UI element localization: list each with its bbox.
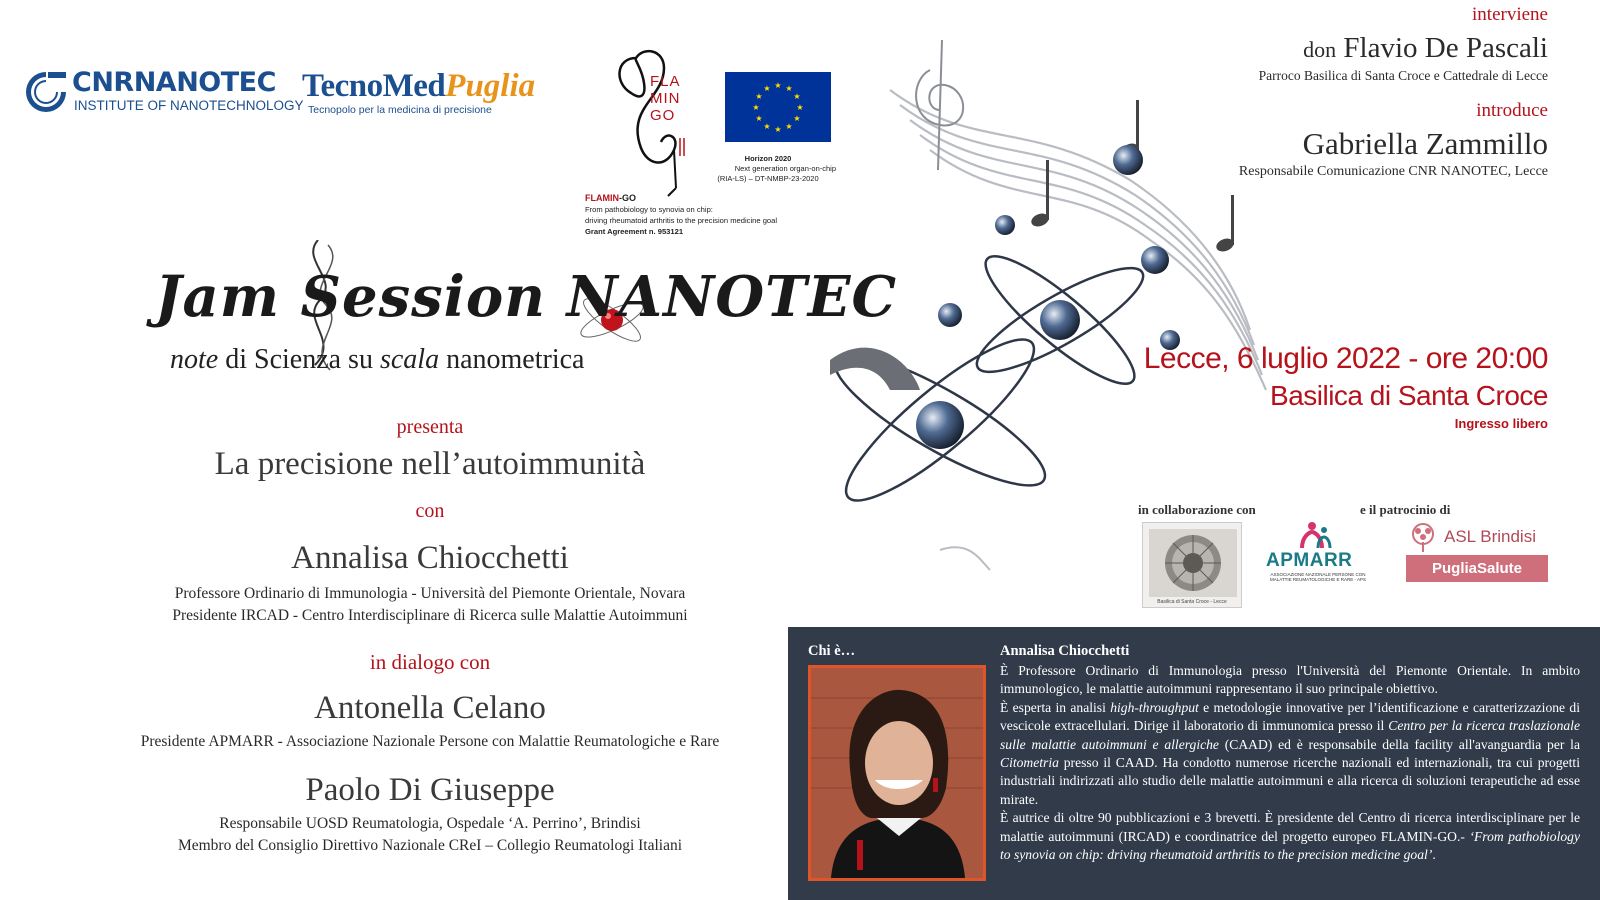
svg-text:★: ★: [793, 92, 801, 101]
in-dialogo-label: in dialogo con: [369, 650, 491, 674]
jam-session-title: Jam Session NANOTEC: [155, 264, 898, 330]
flamingo-description: FLAMIN-GO From pathobiology to synovia on chip: driving rheumatoid arthritis to the precision medicine goal Grant Agreement n. 953121: [585, 193, 778, 236]
svg-text:★: ★: [774, 125, 782, 134]
speaker1-name: Annalisa Chiocchetti: [291, 540, 569, 576]
con-label: con: [415, 500, 445, 522]
bio-panel: [788, 627, 1600, 900]
horizon-info: Horizon 2020 Next generation organ-on-chip (RIA-LS) – DT-NMBP-23-2020: [717, 154, 836, 183]
cnr-mark-icon: [22, 68, 70, 112]
tecnomed-wordmark: TecnoMedPuglia: [302, 68, 536, 104]
speaker2-name: Antonella Celano: [314, 690, 546, 726]
asl-brindisi-logo: [1406, 522, 1548, 582]
event-place: Basilica di Santa Croce: [1270, 380, 1548, 411]
svg-text:★: ★: [785, 84, 793, 93]
event-date: Lecce, 6 luglio 2022 - ore 20:00: [1143, 342, 1548, 375]
interviene-label: interviene: [1472, 4, 1548, 25]
speaker3-role: Responsabile UOSD Reumatologia, Ospedale ‘A. Perrino’, Brindisi: [219, 815, 641, 832]
speaker1-role: Presidente IRCAD - Centro Interdisciplinare di Ricerca sulle Malattie Autoimmuni: [172, 607, 688, 624]
cnr-subtitle: INSTITUTE OF NANOTECHNOLOGY: [74, 98, 304, 113]
host-name: don Flavio De Pascali: [1303, 32, 1548, 64]
collab-label: in collaborazione con: [1138, 502, 1256, 517]
basilica-caption: Basilica di Santa Croce - Lecce: [1157, 599, 1227, 605]
speaker3-role: Membro del Consiglio Direttivo Nazionale CReI – Collegio Reumatologi Italiani: [177, 837, 683, 854]
rose-window-icon: [1143, 523, 1243, 609]
flamingo-wordmark: FLA MIN GO: [650, 73, 681, 124]
tecnomedpuglia-logo: [302, 68, 536, 120]
speaker2-role: Presidente APMARR - Associazione Nazionale Persone con Malattie Reumatologiche e Rare: [140, 733, 720, 750]
svg-text:★: ★: [752, 103, 760, 112]
apmarr-logo: [1262, 520, 1374, 584]
apmarr-figures-icon: [1262, 520, 1374, 550]
jam-session-subtitle: note di Scienza su scala nanometrica: [170, 344, 585, 375]
presenta-label: presenta: [396, 416, 464, 438]
bio-label: Chi è…: [808, 643, 856, 659]
portrait-icon: [811, 668, 983, 878]
svg-text:★: ★: [774, 81, 782, 90]
bio-name: Annalisa Chiocchetti: [1000, 643, 1130, 659]
intro-role: Responsabile Comunicazione CNR NANOTEC, Lecce: [1238, 164, 1548, 179]
eu-flag-icon: [725, 72, 831, 142]
hosts-block: [988, 2, 1548, 192]
intro-name: Gabriella Zammillo: [1302, 126, 1548, 161]
bio-text: È Professore Ordinario di Immunologia presso l'Università del Piemonte Orientale. In ambito immunologico, le malattie autoimmuni rappresentano il suo principale obiettivo. È esperta in analisi high-throughput e metodologie innovative per l’identificazione e caratterizzazione di vescicole extracellulari. Dirige il laboratorio di immunomica presso il Centro per la ricerca traslazionale sulle malattie autoimmuni e allergiche (CAAD) ed è responsabile della facility all'avanguardia per la Citometria presso il CAAD. Ha condotto numerose ricerche nazionali ed internazionali, tra cui progetti industriali indirizzati allo studio delle malattie autoimmuni e alla ricerca di soluzioni terapeutiche ad esse mirate. È autrice di oltre 90 pubblicazioni e 3 brevetti. È presidente del Centro di ricerca interdisciplinare per le malattie autoimmuni (IRCAD) e coordinatrice del progetto europeo FLAMIN-GO.- ‘From pathobiology to synovia on chip: driving rheumatoid arthritis to the precision medicine goal’.: [1000, 663, 1580, 863]
asl-name: ASL Brindisi: [1444, 527, 1536, 546]
svg-text:★: ★: [763, 122, 771, 131]
svg-text:★: ★: [763, 84, 771, 93]
svg-text:★: ★: [755, 92, 763, 101]
apmarr-name: APMARR: [1266, 550, 1353, 571]
patrocinio-label: e il patrocinio di: [1360, 502, 1451, 517]
event-title: La precisione nell’autoimmunità: [214, 446, 646, 482]
svg-text:★: ★: [793, 114, 801, 123]
svg-text:★: ★: [785, 122, 793, 131]
cnr-name: CNRNANOTEC: [72, 67, 276, 98]
tecnomed-subtitle: Tecnopolo per la medicina di precisione: [308, 104, 492, 116]
host-role: Parroco Basilica di Santa Croce e Cattedrale di Lecce: [1258, 68, 1548, 83]
apmarr-subtitle: ASSOCIAZIONE NAZIONALE PERSONE CON MALATTIE REUMATOLOGICHE E RARE - APS: [1269, 572, 1367, 582]
cnr-nanotec-logo: [22, 66, 304, 120]
puglia-salute-badge: PugliaSalute: [1406, 555, 1548, 582]
event-entry: Ingresso libero: [1454, 416, 1548, 431]
svg-text:★: ★: [796, 103, 804, 112]
speaker1-role: Professore Ordinario di Immunologia - Università del Piemonte Orientale, Novara: [174, 585, 686, 602]
basilica-logo: [1142, 522, 1242, 608]
asl-tree-icon: [1406, 522, 1440, 554]
svg-text:★: ★: [755, 114, 763, 123]
speaker3-name: Paolo Di Giuseppe: [305, 772, 555, 808]
introduce-label: introduce: [1476, 100, 1548, 121]
speaker-photo: [808, 665, 986, 881]
